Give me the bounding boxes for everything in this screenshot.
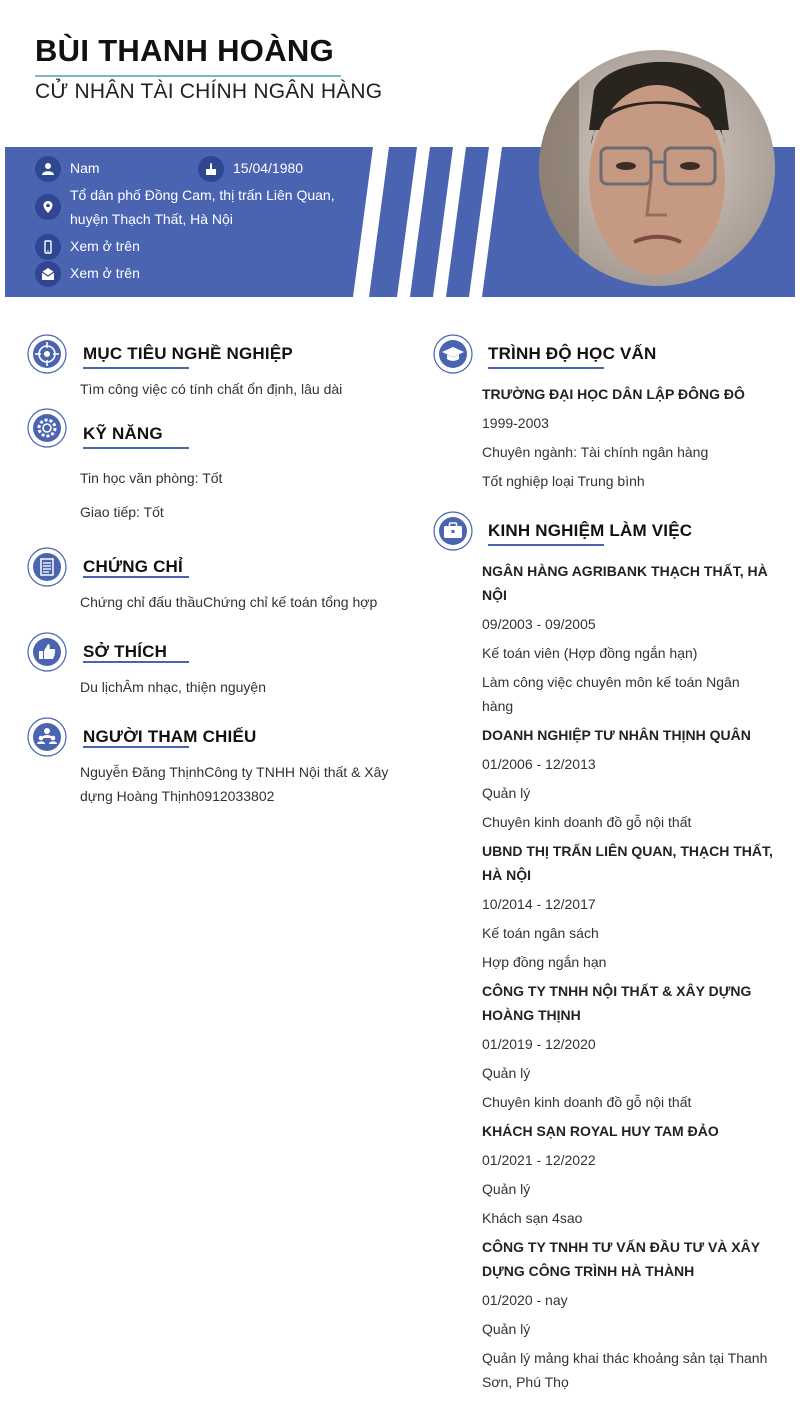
name-underline: [35, 75, 341, 77]
objective-text: Tìm công việc có tính chất ổn định, lâu dài: [80, 381, 343, 397]
job-company: CÔNG TY TNHH TƯ VẤN ĐẦU TƯ VÀ XÂY: [482, 1239, 761, 1255]
phone-icon: [35, 234, 61, 260]
skills-heading: KỸ NĂNG: [83, 424, 163, 443]
people-icon: [27, 717, 67, 757]
birthday-value: 15/04/1980: [233, 160, 304, 176]
job-period: 01/2006 - 12/2013: [482, 756, 596, 772]
target-icon: [27, 334, 67, 374]
info-birthday: [198, 156, 303, 182]
profile-photo: [539, 50, 775, 286]
education-grade: Tốt nghiệp loại Trung bình: [482, 473, 645, 489]
references-heading: NGƯỜI THAM CHIẾU: [83, 727, 257, 746]
education-school: TRƯỜNG ĐẠI HỌC DÂN LẬP ĐÔNG ĐÔ: [482, 386, 745, 402]
job-role: Quản lý: [482, 1181, 531, 1197]
references-line-2: dựng Hoàng Thịnh0912033802: [80, 788, 275, 804]
hobbies-heading: SỞ THÍCH: [83, 642, 168, 661]
job-company: NỘI: [482, 587, 507, 603]
address-line-1: Tổ dân phố Đồng Cam, thị trấn Liên Quan,: [70, 187, 335, 203]
job-company: KHÁCH SẠN ROYAL HUY TAM ĐẢO: [482, 1123, 719, 1139]
briefcase-icon: [433, 511, 473, 551]
graduation-cap-icon: [433, 334, 473, 374]
job-role: Kế toán ngân sách: [482, 925, 599, 941]
job-company: NGÂN HÀNG AGRIBANK THẠCH THẤT, HÀ: [482, 563, 768, 579]
hobbies-heading-rule: [83, 661, 189, 663]
email-value: Xem ở trên: [70, 265, 140, 281]
certificates-text: Chứng chỉ đấu thầuChứng chỉ kế toán tổng hợp: [80, 594, 378, 610]
certificate-icon: [27, 547, 67, 587]
job-period: 01/2020 - nay: [482, 1292, 568, 1308]
info-email: [35, 261, 140, 287]
education-heading-rule: [488, 367, 604, 369]
certificates-heading: CHỨNG CHỈ: [83, 557, 183, 576]
job-description: Hợp đồng ngắn hạn: [482, 954, 607, 970]
experience-heading: KINH NGHIỆM LÀM VIỆC: [488, 521, 693, 540]
gear-icon: [27, 408, 67, 448]
user-icon: [35, 156, 61, 182]
job-description: hàng: [482, 698, 514, 714]
info-phone: [35, 234, 140, 260]
job-company: DỰNG CÔNG TRÌNH HÀ THÀNH: [482, 1263, 695, 1279]
skill-item: Giao tiếp: Tốt: [80, 504, 164, 520]
job-period: 09/2003 - 09/2005: [482, 616, 596, 632]
references-line-1: Nguyễn Đăng ThịnhCông ty TNHH Nội thất & Xây: [80, 764, 389, 780]
objective-heading: MỤC TIÊU NGHỀ NGHIỆP: [83, 344, 293, 363]
thumbs-up-icon: [27, 632, 67, 672]
job-description: Quản lý mảng khai thác khoảng sản tại Thanh: [482, 1350, 768, 1366]
experience-heading-rule: [488, 544, 604, 546]
job-description: Chuyên kinh doanh đồ gỗ nội thất: [482, 1094, 692, 1110]
job-role: Kế toán viên (Hợp đồng ngắn hạn): [482, 645, 698, 661]
education-major: Chuyên ngành: Tài chính ngân hàng: [482, 444, 709, 460]
job-role: Quản lý: [482, 1321, 531, 1337]
phone-value: Xem ở trên: [70, 238, 140, 254]
references-heading-rule: [83, 746, 189, 748]
job-role: Quản lý: [482, 785, 531, 801]
candidate-name: BÙI THANH HOÀNG: [35, 33, 334, 68]
job-period: 01/2019 - 12/2020: [482, 1036, 596, 1052]
certificates-heading-rule: [83, 576, 189, 578]
job-company: HOÀNG THỊNH: [482, 1007, 581, 1023]
objective-heading-rule: [83, 367, 189, 369]
education-heading: TRÌNH ĐỘ HỌC VẤN: [488, 344, 657, 363]
education-years: 1999-2003: [482, 415, 549, 431]
job-company: DOANH NGHIỆP TƯ NHÂN THỊNH QUÂN: [482, 727, 751, 743]
email-icon: [35, 261, 61, 287]
hobbies-text: Du lịchÂm nhạc, thiện nguyện: [80, 679, 266, 695]
skill-item: Tin học văn phòng: Tốt: [80, 470, 223, 486]
skills-heading-rule: [83, 447, 189, 449]
info-gender: [35, 156, 100, 182]
gender-value: Nam: [70, 160, 100, 176]
job-description: Làm công việc chuyên môn kế toán Ngân: [482, 674, 740, 690]
job-company: CÔNG TY TNHH NỘI THẤT & XÂY DỰNG: [482, 983, 752, 999]
candidate-title: CỬ NHÂN TÀI CHÍNH NGÂN HÀNG: [35, 80, 383, 103]
job-period: 10/2014 - 12/2017: [482, 896, 596, 912]
job-description: Khách sạn 4sao: [482, 1210, 583, 1226]
location-pin-icon: [35, 194, 61, 220]
info-address: [35, 183, 335, 231]
job-period: 01/2021 - 12/2022: [482, 1152, 596, 1168]
address-line-2: huyện Thạch Thất, Hà Nội: [70, 211, 233, 227]
job-company: UBND THỊ TRẤN LIÊN QUAN, THẠCH THẤT,: [482, 843, 773, 859]
job-company: HÀ NỘI: [482, 867, 531, 883]
job-description: Sơn, Phú Thọ: [482, 1374, 569, 1390]
job-description: Chuyên kinh doanh đồ gỗ nội thất: [482, 814, 692, 830]
job-role: Quản lý: [482, 1065, 531, 1081]
cake-icon: [198, 156, 224, 182]
